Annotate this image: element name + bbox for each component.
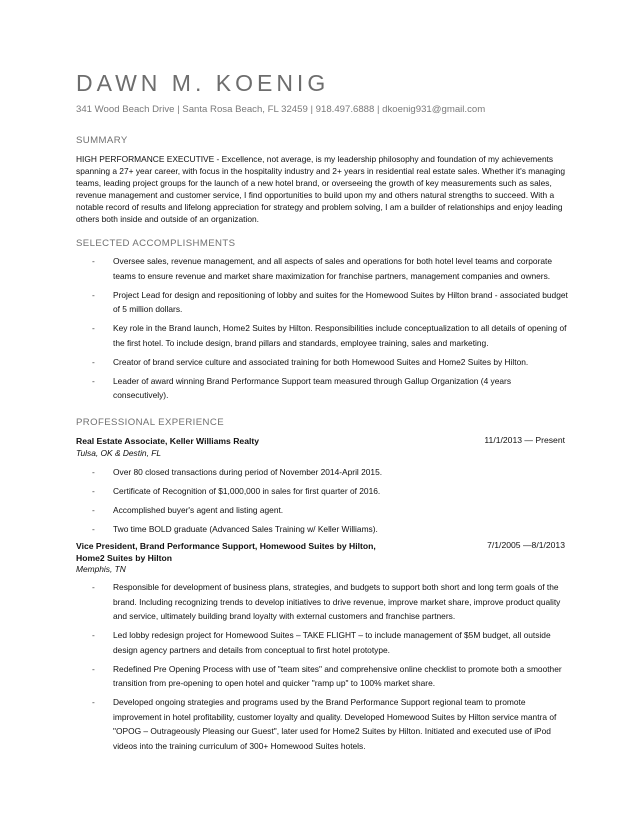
accomplishment-item: - Creator of brand service culture and associated training for both Homewood Suites and Home2 Suites by Hilton.	[92, 355, 568, 370]
bullet-dash: -	[92, 582, 95, 592]
experience-heading: PROFESSIONAL EXPERIENCE	[76, 417, 224, 428]
bullet-dash: -	[92, 467, 95, 477]
bullet-dash: -	[92, 486, 95, 496]
accomplishments-list	[92, 254, 568, 407]
job-title: Real Estate Associate, Keller Williams Realty	[76, 436, 260, 446]
bullet-dash: -	[92, 375, 95, 386]
bullet-dash: -	[92, 697, 95, 707]
accomplishment-item: - Project Lead for design and repositioning of lobby and suites for the Homewood Suites by Hilton brand - associated budget of 5 million dollars.	[92, 289, 568, 314]
job-dates: 7/1/2005 —8/1/2013	[487, 540, 565, 550]
bullet-dash: -	[92, 356, 95, 367]
bullet-dash: -	[92, 289, 95, 300]
bullet-dash: -	[92, 505, 95, 515]
job-item: - Responsible for development of business plans, strategies, and budgets to support both short and long term goals of the brand. Including recognizing trends to develop initiatives to drive revenue, improve market share, improve product quality and service, ultimately building brand loyalty with external customers and franchise partners.	[92, 582, 561, 621]
job-item: - Accomplished buyer's agent and listing agent.	[92, 503, 568, 518]
job-location: Tulsa, OK & Destin, FL	[76, 448, 162, 458]
accomplishment-item: - Oversee sales, revenue management, and all aspects of sales and operations for both hotel level teams and corporate teams to ensure revenue and market share maximization for franchise partners, management companies and owners.	[92, 256, 553, 281]
job-bullets	[92, 580, 568, 758]
job-item: - Developed ongoing strategies and programs used by the Brand Performance Support regional team to promote improvement in hotel profitability, customer loyalty and quality. Developed Homewood Suites by Hilton service mantra of "OPOG – Outrageously Pleasing our Guest", later used for Home2 Suites by Hilton. Initiated and executed use of iPod videos into the training curriculum of 300+ Homewood Suites hotels.	[92, 697, 557, 751]
job-title: Vice President, Brand Performance Support, Homewood Suites by Hilton, Home2 Suites by Hilton	[76, 541, 376, 563]
bullet-dash: -	[92, 323, 95, 333]
job-item: - Certificate of Recognition of $1,000,000 in sales for first quarter of 2016.	[92, 484, 568, 499]
job-item: - Led lobby redesign project for Homewood Suites – TAKE FLIGHT – to include management of $5M budget, all outside design agency partners and details from conceptual to first hotel prototype.	[92, 630, 551, 655]
bullet-dash: -	[92, 256, 95, 266]
accomplishment-item: - Leader of award winning Brand Performance Support team measured through Gallup Organization (4 years consecutively).	[92, 375, 512, 400]
job-item: - Redefined Pre Opening Process with use of "team sites" and comprehensive online checklist to promote both a smoother transition from pre-opening to open hotel and quicker "ramp up" to 100% market share.	[92, 663, 562, 688]
bullet-dash: -	[92, 663, 95, 674]
accomplishment-item: - Key role in the Brand launch, Home2 Suites by Hilton. Responsibilities include conceptualization to all details of opening of the first hotel. To include design, brand pillars and standards, employee training, sales and marketing.	[92, 323, 567, 348]
job-dates: 11/1/2013 — Present	[484, 435, 565, 445]
job-location: Memphis, TN	[76, 564, 126, 574]
bullet-dash: -	[92, 524, 95, 534]
job-item: - Two time BOLD graduate (Advanced Sales Training w/ Keller Williams).	[92, 522, 568, 537]
job-bullets	[92, 465, 568, 541]
accomplishments-heading: SELECTED ACCOMPLISHMENTS	[76, 238, 236, 249]
summary-text: HIGH PERFORMANCE EXECUTIVE - Excellence, not average, is my leadership philosophy and foundation of my achievements spanning a 27+ year career, with focus in the hospitality industry and 2+ years in residential real estate sales. Whether it's managing teams, leading project groups for the launch of a new hotel brand, or overseeing the growth of key measurements such as sales, revenue management and customer service, I find opportunities to build upon my and others natural strengths to succeed. With a notable record of results and lifelong appreciation for strategy and problem solving, I am a builder of relationships and enjoy leading others both inside and outside of an organization.	[76, 154, 566, 224]
candidate-name: DAWN M. KOENIG	[76, 70, 330, 96]
job-item: - Over 80 closed transactions during period of November 2014-April 2015.	[92, 465, 568, 480]
bullet-dash: -	[92, 630, 95, 640]
summary-heading: SUMMARY	[76, 135, 128, 146]
contact-line: 341 Wood Beach Drive | Santa Rosa Beach, FL 32459 | 918.497.6888 | dkoenig931@gmail.com	[76, 104, 486, 115]
